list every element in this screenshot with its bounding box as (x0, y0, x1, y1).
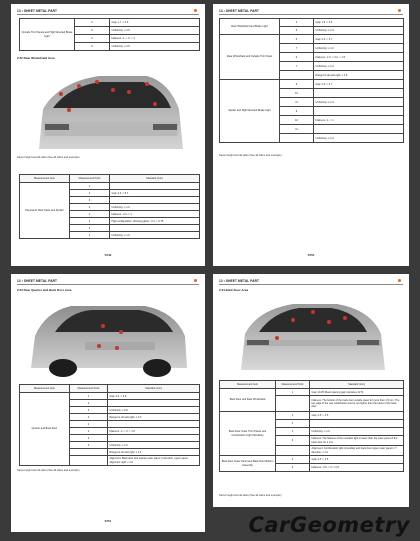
car-quarter-illustration (25, 296, 191, 378)
column-header: Standard (mm) (310, 381, 404, 389)
measurement-point: 4 (70, 414, 108, 421)
note-text: Same height and all sides (See all sides and example) (219, 154, 282, 157)
backdoor-table (219, 380, 404, 472)
measurement-point: 11 (280, 98, 314, 107)
standard-value: Flatness: -2 -> 0 -> 1.5 (108, 428, 200, 435)
manual-page-4 (213, 274, 409, 507)
header-marker (398, 9, 401, 12)
measurement-point: 9 (280, 107, 314, 116)
measurement-item: Outside Trim Panels and High Mounted Brake Light (20, 19, 75, 51)
page-number: 5250 (307, 253, 315, 257)
standard-value: Gap: 1.7 -> 2.3 (110, 19, 200, 27)
column-header: Measurement Item (20, 385, 70, 393)
measurement-point: 2 (70, 218, 110, 225)
measurement-point: 1 (70, 421, 108, 428)
note-text: Same height and all sides (See all sides and example) (219, 494, 282, 497)
measurement-item: Back Door Outer Panel and Back Door Bottom Assembly (220, 456, 276, 472)
measurement-point (280, 134, 314, 143)
measurement-point: 10 (280, 89, 314, 98)
measurement-point: 9 (280, 80, 314, 89)
measurement-point: 6 (280, 53, 314, 62)
standard-value: Range for all axis right: ≤ 1.5 (108, 449, 200, 456)
standard-value: Uniformity: ≤ 1.0 (110, 204, 200, 211)
measurement-point: 1 (70, 183, 110, 190)
measurement-point: 5 (276, 464, 310, 472)
header-divider (219, 284, 403, 285)
standard-value: Gap: 4.3 -> 5.7 (110, 190, 200, 197)
page-number: 5251 (104, 519, 112, 523)
measurement-point: 11 (280, 125, 314, 134)
page-header: 13 • SHEET METAL PART (17, 9, 58, 13)
standard-value: Flatness: -1.5 -> 0.2 -> 1.5 (314, 53, 404, 62)
roof-glass-table (19, 174, 200, 239)
measurement-point: 3 (70, 197, 110, 204)
car-backdoor-illustration (233, 296, 391, 376)
measurement-point: 5 (75, 27, 110, 35)
page-header: 13 • SHEET METAL PART (219, 9, 260, 13)
measurement-point: 4 (280, 19, 314, 27)
watermark-logo: CarGeometry (248, 513, 410, 537)
quarter-backdoor-table (19, 384, 200, 466)
measurement-point: 10 (280, 116, 314, 125)
standard-value (314, 89, 404, 98)
manual-page-2 (213, 4, 409, 266)
standard-value: Uniformity: ≤ 1.0 (110, 232, 200, 239)
measurement-point: 5 (280, 27, 314, 35)
measurement-point (70, 456, 108, 466)
measurement-item: Spoiler and High Mounted Brake Light (220, 80, 280, 143)
header-marker (194, 9, 197, 12)
header-divider (219, 14, 403, 15)
standard-value: Gap: 2.5 -> 3.5 (310, 456, 404, 464)
note-text: Same height and all sides (See all sides and example) (17, 156, 80, 159)
measurement-point: 3 (276, 436, 310, 446)
standard-value (310, 420, 404, 428)
measurement-point: 3 (70, 225, 110, 232)
standard-value: Flatness: -1 -> 0 -> 1 (110, 35, 200, 43)
standard-value: Uniformity: ≤ 1.0 (314, 27, 404, 35)
column-header: Measurement Item (20, 175, 70, 183)
measurement-item: Rear Windshield and Outside Trim Panel (220, 35, 280, 80)
standard-value (108, 435, 200, 442)
standard-value (110, 225, 200, 232)
measurement-point: 2 (276, 412, 310, 420)
measurement-point: 4 (70, 442, 108, 449)
standard-value: Uniformity: ≤ 0.5 (110, 27, 200, 35)
measurement-point: 4 (70, 232, 110, 239)
manual-page-3 (11, 274, 205, 532)
header-divider (17, 284, 199, 285)
standard-value: Uniformity: ≤ 1.0 (314, 134, 404, 143)
header-marker (398, 279, 401, 282)
measurement-point (280, 71, 314, 80)
standard-value (108, 400, 200, 407)
measurement-point: 7 (280, 44, 314, 53)
measurement-point: 2 (70, 190, 110, 197)
standard-value: High configuration, dimming glass: -0.4 -> 0.75 (110, 218, 200, 225)
standard-value: Gap: 2.3 -> 3.7 (314, 80, 404, 89)
measurement-point: 7 (280, 62, 314, 71)
measurement-point: 4 (75, 19, 110, 27)
measurement-point (70, 449, 108, 456)
page-number: 5249 (104, 253, 112, 257)
standard-value: Flatness: -0.5 -> 0 -> 0.5 (310, 464, 404, 472)
standard-value: Uniformity: ≤ 1.0 (314, 62, 404, 71)
measurement-point: 6 (280, 35, 314, 44)
header-divider (17, 14, 199, 15)
standard-value: Uniformity: ≤ 1.0 (108, 442, 200, 449)
outside-trim-table (19, 18, 200, 51)
measurement-item: Back Door and Rear Windshield (220, 389, 276, 412)
page-header: 13 • SHEET METAL PART (219, 279, 260, 283)
measurement-item: Quarter and Back Door (20, 393, 70, 466)
standard-value: Uniformity: ≤ 1.0 (314, 98, 404, 107)
standard-value (314, 107, 404, 116)
column-header: Measurement Item (220, 381, 276, 389)
measurement-point: 3 (276, 420, 310, 428)
standard-value (110, 197, 200, 204)
standard-value (108, 421, 200, 428)
standard-value: Gap: 2.5 -> 3.5 (310, 412, 404, 420)
measurement-point: 1 (70, 393, 108, 400)
standard-value: Flatness: -0.4 -> 1 (110, 211, 200, 218)
section-title: 2.24 Back Door Area (219, 288, 249, 292)
standard-value: Gap: 3.4 -> 4.6 (108, 393, 200, 400)
standard-value: Flatness: -1 -> 1 (314, 116, 404, 125)
section-title: 2.23 Rear Quarter and Back Door Area (17, 288, 72, 292)
note-text: Same height and all sides (See all sides and example) (17, 469, 80, 472)
column-header: Measurement Point (70, 175, 110, 183)
standard-value: Uniformity: ≤ 1.0 (314, 44, 404, 53)
measurement-point: 1 (276, 389, 310, 396)
column-header: Measurement Point (70, 385, 108, 393)
standard-value: Uniformity: ≤ 0.8 (108, 407, 200, 414)
measurement-item: Back Door Outer Trim Panels and Combination Light (Movable) (220, 412, 276, 456)
standard-value: Flatness: The bottom of the back door outside panel for more than 1.5 mm. The top edge of the rear windshield must be not higher than the panel of the back door (310, 396, 404, 412)
measurement-point: 4 (70, 204, 110, 211)
measurement-point (276, 396, 310, 412)
column-header: Measurement Point (276, 381, 310, 389)
measurement-point: 2 (70, 400, 108, 407)
measurement-point: 2 (70, 428, 108, 435)
standard-value: Gap: 10.25 (Rear opening gap: tolerance ±2.5) (310, 389, 404, 396)
measurement-point: 5 (75, 43, 110, 51)
measurement-point: 4 (75, 35, 110, 43)
standard-value (110, 183, 200, 190)
section-title: 2.22 Rear Windshield Area (17, 56, 55, 60)
standard-value: Range for all axis right: ≤ 1.5 (314, 71, 404, 80)
standard-value (314, 125, 404, 134)
page-header: 13 • SHEET METAL PART (17, 279, 58, 283)
measurement-point (276, 446, 310, 456)
standard-value: Uniformity: ≤ 0.6 (110, 43, 200, 51)
column-header: Standard (mm) (110, 175, 200, 183)
rear-windshield-table (219, 18, 404, 143)
car-rear-illustration (29, 64, 187, 154)
manual-page-1 (11, 4, 205, 266)
standard-value: Alignment: Combination light (movable) and back door upper outer panel in Y direction: ≤ 1.0 (310, 446, 404, 456)
standard-value: Flatness: The flatness of the movable light is lower than the outer panel of the back door for 1 mm (310, 436, 404, 446)
header-marker (194, 279, 197, 282)
column-header: Standard (mm) (108, 385, 200, 393)
measurement-point: 1 (70, 211, 110, 218)
measurement-point: 3 (70, 435, 108, 442)
measurement-point: 2 (276, 428, 310, 436)
measurement-item: Rear Windshield and Brake Light (220, 19, 280, 35)
measurement-point: 4 (276, 456, 310, 464)
standard-value: Gap: 1.5 -> 4.5 (314, 19, 404, 27)
measurement-point: 3 (70, 407, 108, 414)
standard-value: Range for all axis right: ≤ 1.0 (108, 414, 200, 421)
standard-value: Uniformity: ≤ 1.0 (310, 428, 404, 436)
measurement-item: Panoramic Roof Glass and Spoiler (20, 183, 70, 239)
standard-value: Gap: 2.3 -> 3.7 (314, 35, 404, 44)
standard-value: Alignment: Back door and quarter outer panel (1 direction, upper panel alignment right: ≤ 1.0 (108, 456, 200, 466)
